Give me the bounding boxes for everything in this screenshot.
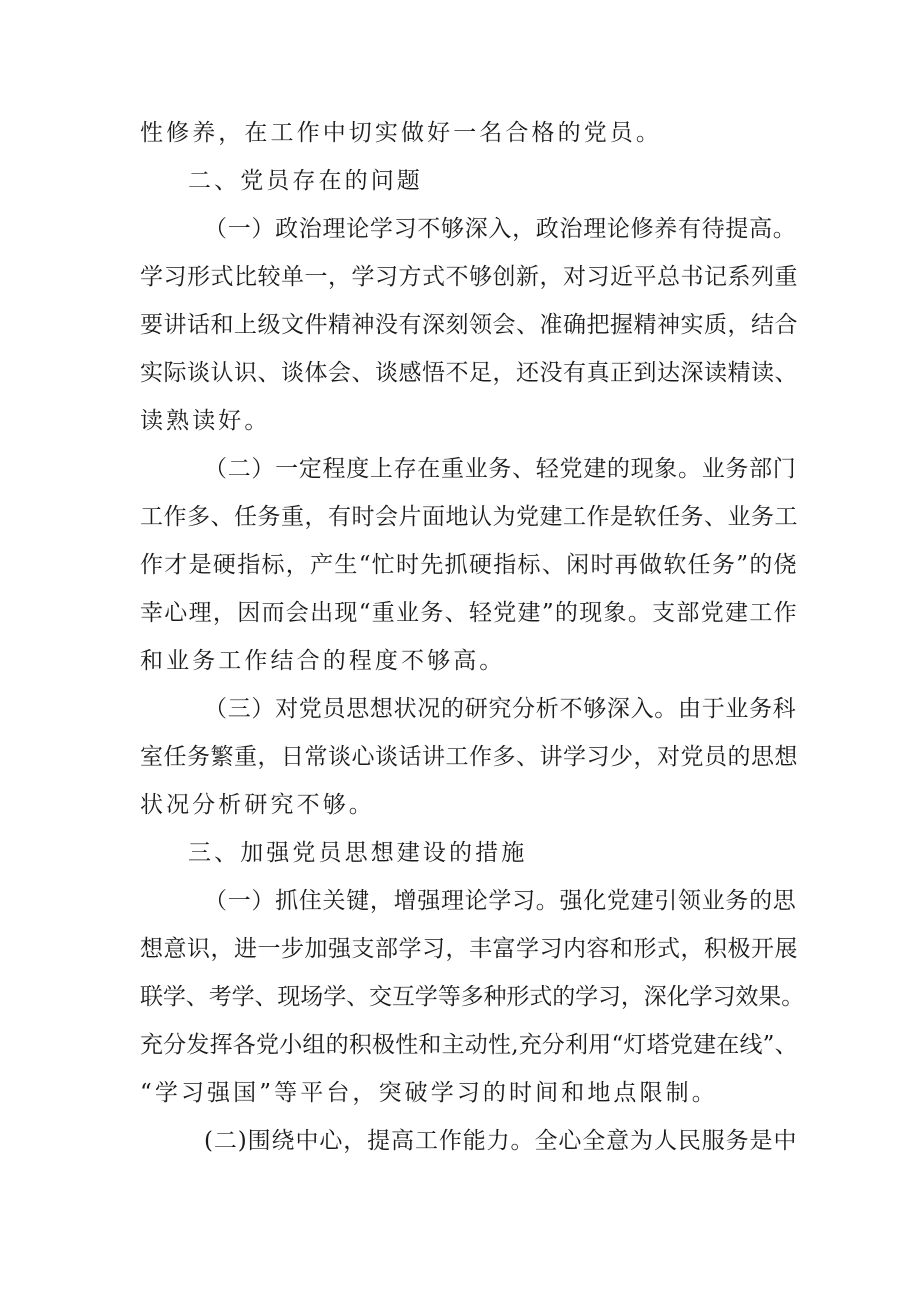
- paragraph-line: 性修养，在工作中切实做好一名合格的党员。: [140, 120, 662, 146]
- paragraph-line: （三）对党员思想状况的研究分析不够深入。由于业务科: [204, 696, 797, 722]
- paragraph-line: 实际谈认识、谈体会、谈感悟不足，还没有真正到达深读精读、: [140, 360, 798, 386]
- paragraph-line: （一）政治理论学习不够深入，政治理论修养有待提高。: [204, 216, 797, 242]
- paragraph-line: 想意识，进一步加强支部学习，丰富学习内容和形式，积极开展: [140, 936, 798, 962]
- paragraph-line: （一）抓住关键，增强理论学习。强化党建引领业务的思: [204, 888, 797, 914]
- paragraph-line: 要讲话和上级文件精神没有深刻领会、准确把握精神实质，结合: [140, 312, 798, 338]
- paragraph-line: “学习强国”等平台，突破学习的时间和地点限制。: [140, 1080, 718, 1106]
- paragraph-line: 读熟读好。: [140, 408, 271, 434]
- paragraph-line: 充分发挥各党小组的积极性和主动性,充分利用“灯塔党建在线”、: [140, 1032, 798, 1058]
- paragraph-line: (二)围绕中心，提高工作能力。全心全意为人民服务是中: [204, 1128, 798, 1154]
- paragraph-line: 学习形式比较单一，学习方式不够创新，对习近平总书记系列重: [140, 264, 798, 290]
- paragraph-line: 室任务繁重，日常谈心谈话讲工作多、讲学习少，对党员的思想: [140, 744, 798, 770]
- section-heading: 二、党员存在的问题: [188, 168, 423, 194]
- section-heading: 三、加强党员思想建设的措施: [188, 840, 528, 866]
- paragraph-line: 幸心理，因而会出现“重业务、轻党建”的现象。支部党建工作: [140, 600, 798, 626]
- paragraph-line: 联学、考学、现场学、交互学等多种形式的学习，深化学习效果。: [140, 984, 805, 1010]
- paragraph-line: （二）一定程度上存在重业务、轻党建的现象。业务部门: [204, 456, 797, 482]
- paragraph-line: 和业务工作结合的程度不够高。: [140, 648, 506, 674]
- paragraph-line: 作才是硬指标，产生“忙时先抓硬指标、闲时再做软任务”的侥: [140, 552, 798, 578]
- paragraph-line: 状况分析研究不够。: [140, 792, 375, 818]
- paragraph-line: 工作多、任务重，有时会片面地认为党建工作是软任务、业务工: [140, 504, 798, 530]
